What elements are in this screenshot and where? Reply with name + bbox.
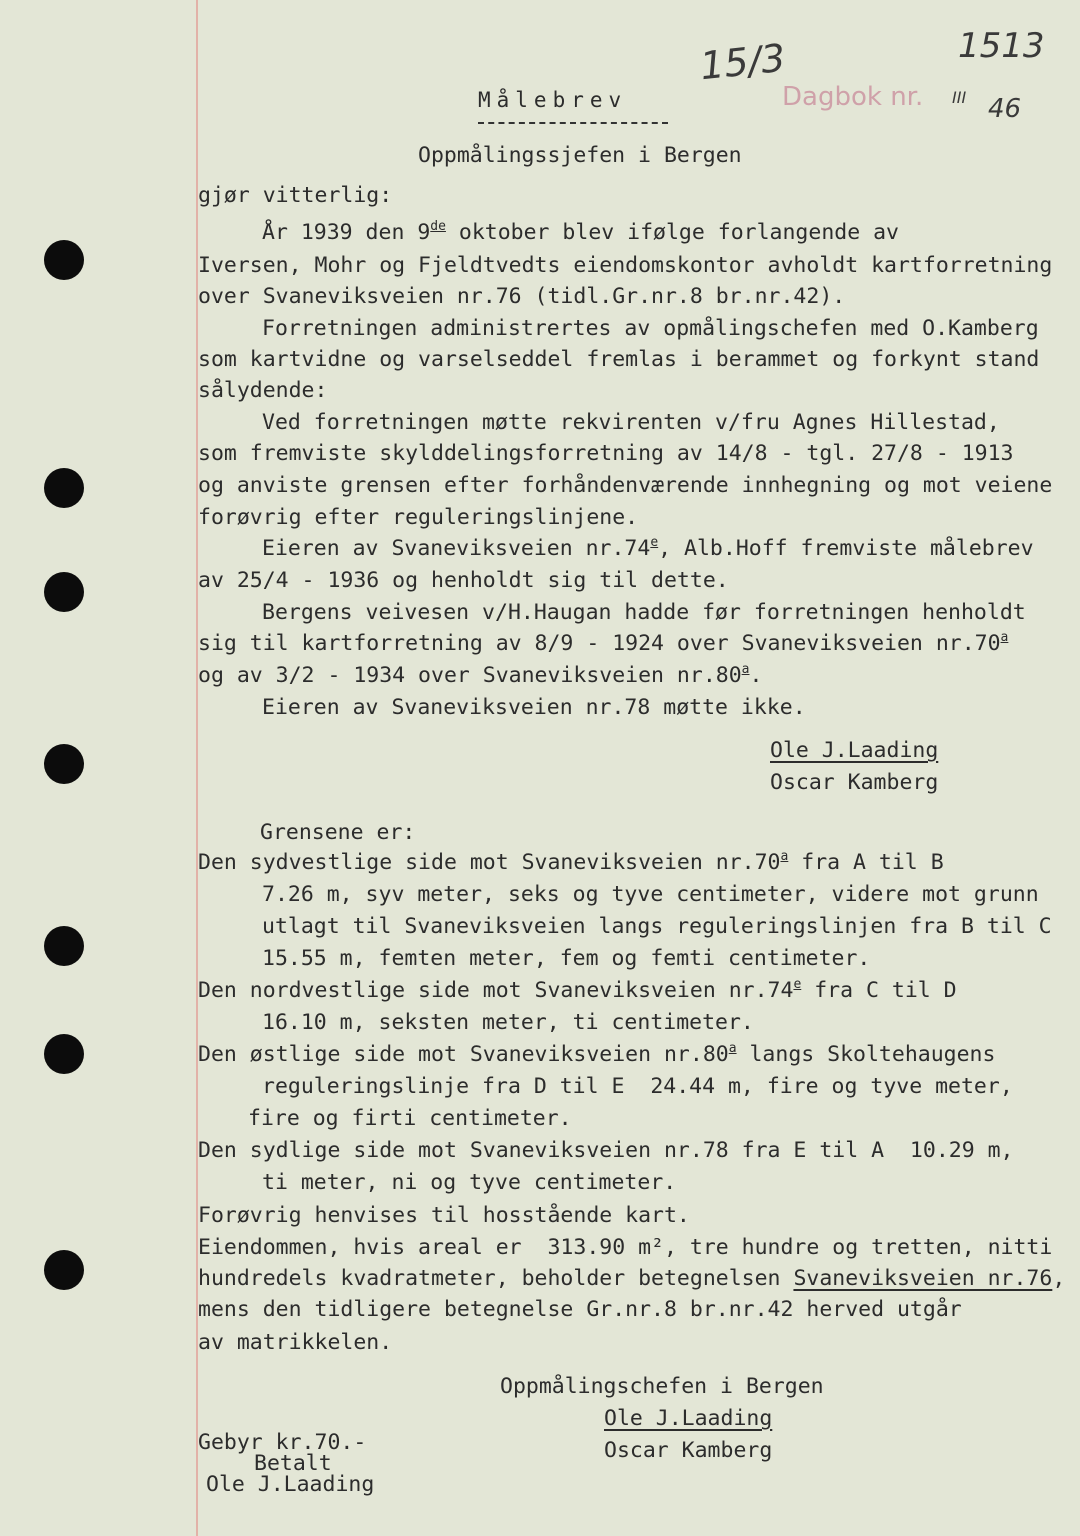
line-text: År 1939 den 9: [262, 220, 431, 245]
line-text-tail: oktober blev ifølge forlangende av: [445, 220, 899, 245]
line-text: Eiendommen, hvis areal er 313.90 m², tre hundre og tretten, nitti: [198, 1235, 1053, 1260]
line-text: Den sydlige side mot Svaneviksveien nr.78 fra E til A 10.29 m,: [198, 1138, 1014, 1163]
boundary-line: [198, 1205, 690, 1227]
line-text: av 25/4 - 1936 og henholdt sig til dette.: [198, 568, 729, 593]
body-line: [198, 630, 1009, 656]
line-text-tail: fra C til D: [801, 978, 957, 1003]
boundaries-heading: Grensene er:: [260, 820, 416, 845]
line-text-tail: ,: [1052, 1266, 1066, 1291]
boundary-line: [198, 849, 944, 875]
superscript: e: [793, 977, 802, 992]
fee-paid: Betalt: [254, 1451, 332, 1476]
boundary-line: [262, 916, 1052, 938]
line-text: av matrikkelen.: [198, 1330, 393, 1355]
boundary-line: [248, 1108, 572, 1130]
line-text: Ved forretningen møtte rekvirenten v/fru Agnes Hillestad,: [262, 410, 1000, 435]
line-text: som fremviste skylddelingsforretning av 14/8 - tgl. 27/8 - 1913: [198, 441, 1014, 466]
boundary-line: [198, 1041, 996, 1067]
line-text: som kartvidne og varselseddel fremlas i berammet og forkynt stand: [198, 347, 1040, 372]
boundary-line: [198, 1237, 1052, 1259]
underlined-text: Svaneviksveien nr.76: [793, 1266, 1053, 1291]
body-line: [198, 443, 1013, 465]
punch-hole: [44, 744, 84, 784]
line-text: Eieren av Svaneviksveien nr.78 møtte ikke.: [262, 695, 806, 720]
punch-hole: [44, 1250, 84, 1290]
superscript: de: [430, 219, 446, 234]
body-line: [262, 318, 1039, 340]
punch-hole: [44, 240, 84, 280]
line-text: 15.55 m, femten meter, fem og femti centimeter.: [262, 946, 871, 971]
body-line: [262, 535, 1034, 561]
punch-hole: [44, 468, 84, 508]
title-underline: [478, 122, 668, 124]
punch-hole: [44, 572, 84, 612]
line-text: ti meter, ni og tyve centimeter.: [262, 1170, 677, 1195]
document-title: Målebrev: [478, 88, 628, 112]
line-text: over Svaneviksveien nr.76 (tidl.Gr.nr.8 br.nr.42).: [198, 284, 846, 309]
line-text: utlagt til Svaneviksveien langs reguleringslinjen fra B til C: [262, 914, 1052, 939]
superscript: e: [650, 535, 659, 550]
boundary-line: [198, 1268, 1065, 1290]
body-line: [198, 286, 845, 308]
fee-amount: Gebyr kr.70.-: [198, 1430, 367, 1455]
superscript: a: [728, 1041, 737, 1056]
signature-laading: Ole J.Laading: [770, 738, 939, 763]
body-line: [198, 475, 1052, 497]
punch-hole: [44, 926, 84, 966]
handwritten-date: 15/3: [697, 35, 788, 89]
body-line: [198, 507, 638, 529]
line-text: 16.10 m, seksten meter, ti centimeter.: [262, 1010, 754, 1035]
boundary-line: [198, 1332, 392, 1354]
line-text-tail: langs Skoltehaugens: [736, 1042, 996, 1067]
line-text: Forretningen administrertes av opmålingschefen med O.Kamberg: [262, 316, 1039, 341]
line-text: Den østlige side mot Svaneviksveien nr.80: [198, 1042, 729, 1067]
line-text: reguleringslinje fra D til E 24.44 m, fire og tyve meter,: [262, 1074, 1013, 1099]
boundary-line: [262, 1172, 676, 1194]
line-text: forøvrig efter reguleringslinjene.: [198, 505, 639, 530]
line-text: Den sydvestlige side mot Svaneviksveien nr.70: [198, 850, 781, 875]
body-line: [198, 570, 729, 592]
line-text: Den nordvestlige side mot Svaneviksveien nr.74: [198, 978, 794, 1003]
line-text-tail: .: [749, 663, 763, 688]
line-text: og anviste grensen efter forhåndenværende innhegning og mot veiene: [198, 473, 1053, 498]
body-line: [262, 697, 806, 719]
line-text: mens den tidligere betegnelse Gr.nr.8 br.nr.42 herved utgår: [198, 1297, 962, 1322]
body-line: [262, 412, 1000, 434]
body-line: [198, 185, 392, 207]
body-line: [198, 380, 327, 402]
line-text: og av 3/2 - 1934 over Svaneviksveien nr.80: [198, 663, 742, 688]
line-text-tail: fra A til B: [788, 850, 944, 875]
signature-kamberg: Oscar Kamberg: [770, 770, 939, 795]
boundary-line: [198, 1140, 1013, 1162]
line-text: gjør vitterlig:: [198, 183, 393, 208]
line-text: Iversen, Mohr og Fjeldtvedts eiendomskontor avholdt kartforretning: [198, 253, 1053, 278]
body-line: [262, 219, 899, 245]
line-text: fire og firti centimeter.: [248, 1106, 572, 1131]
boundary-line: [262, 948, 870, 970]
line-text: sålydende:: [198, 378, 328, 403]
boundary-line: [198, 1299, 962, 1321]
boundary-line: [262, 884, 1039, 906]
body-line: [198, 349, 1039, 371]
superscript: a: [780, 849, 789, 864]
closing-issuer: Oppmålingschefen i Bergen: [500, 1374, 824, 1399]
punch-hole: [44, 1034, 84, 1074]
boundary-line: [262, 1076, 1013, 1098]
closing-signature-kamberg: Oscar Kamberg: [604, 1438, 773, 1463]
boundary-line: [198, 977, 957, 1003]
issuer-heading: Oppmålingssjefen i Bergen: [418, 143, 742, 168]
boundary-line: [262, 1012, 754, 1034]
line-text: Bergens veivesen v/H.Haugan hadde før forretningen henholdt: [262, 600, 1026, 625]
handwritten-roman: III: [952, 88, 967, 107]
line-text: sig til kartforretning av 8/9 - 1924 over Svaneviksveien nr.70: [198, 631, 1001, 656]
line-text-tail: , Alb.Hoff fremviste målebrev: [658, 536, 1034, 561]
handwritten-year: 46: [988, 94, 1022, 124]
line-text: Eieren av Svaneviksveien nr.74: [262, 536, 651, 561]
body-line: [198, 662, 763, 688]
body-line: [198, 255, 1052, 277]
body-line: [262, 602, 1026, 624]
handwritten-number: 1513: [958, 26, 1045, 66]
dagbok-stamp: Dagbok nr.: [782, 82, 924, 112]
superscript: a: [1000, 630, 1009, 645]
closing-signature-laading: Ole J.Laading: [604, 1406, 773, 1431]
superscript: a: [741, 662, 750, 677]
line-text: Forøvrig henvises til hosstående kart.: [198, 1203, 690, 1228]
line-text: hundredels kvadratmeter, beholder betegnelsen: [198, 1266, 794, 1291]
fee-signature: Ole J.Laading: [206, 1472, 375, 1497]
line-text: 7.26 m, syv meter, seks og tyve centimeter, videre mot grunn: [262, 882, 1039, 907]
